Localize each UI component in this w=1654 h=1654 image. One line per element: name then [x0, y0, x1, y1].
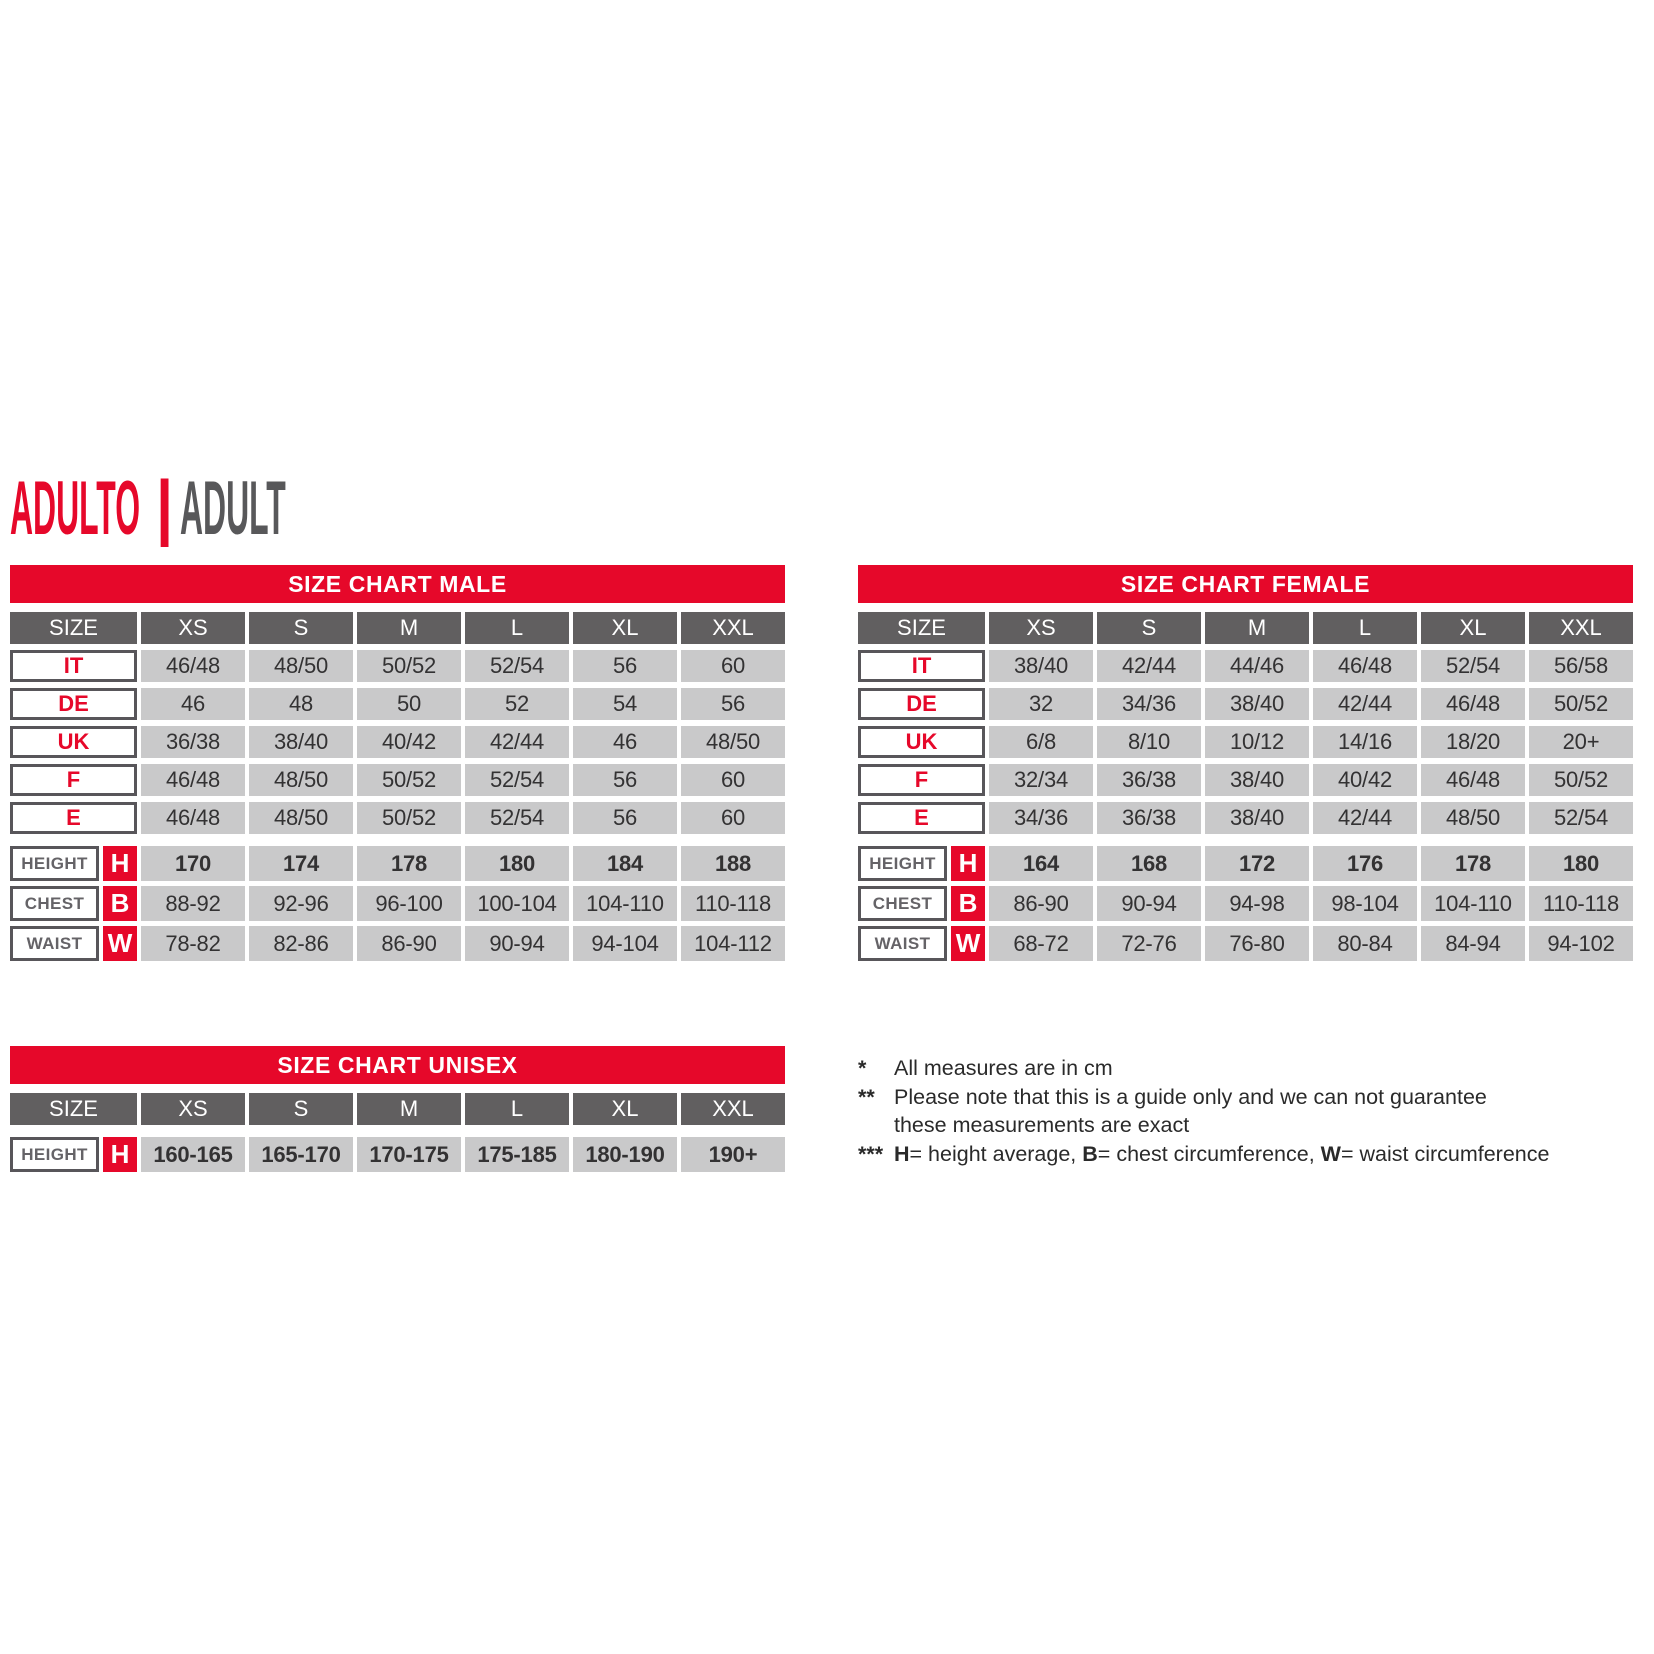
male-cell-de-l: 52: [465, 688, 569, 720]
male-cell-chest-l: 100-104: [465, 886, 569, 921]
male-cell-height-xxl: 188: [681, 846, 785, 881]
size-chart-unisex-table: [10, 1046, 785, 1177]
male-row-f: [10, 764, 785, 796]
female-cell-e-m: 38/40: [1205, 802, 1309, 834]
female-cell-de-xl: 46/48: [1421, 688, 1525, 720]
female-measure-label-height: [858, 846, 947, 881]
female-cell-height-l: 176: [1313, 846, 1417, 881]
female-column-header-xs: XS: [989, 612, 1093, 644]
female-row-de: [858, 688, 1633, 720]
footnote-marker: ***: [858, 1142, 884, 1166]
male-cell-it-s: 48/50: [249, 650, 353, 682]
male-row-chest: [10, 886, 785, 921]
female-cell-waist-m: 76-80: [1205, 926, 1309, 961]
male-row-waist: [10, 926, 785, 961]
male-measure-letter-w: W: [103, 926, 137, 961]
female-row-height: [858, 846, 1633, 881]
legend-w-text: = waist circumference: [1340, 1142, 1550, 1166]
female-cell-uk-xl: 18/20: [1421, 726, 1525, 758]
female-cell-f-m: 38/40: [1205, 764, 1309, 796]
male-cell-e-l: 52/54: [465, 802, 569, 834]
female-row-label-text-de: DE: [906, 691, 937, 716]
female-cell-e-s: 36/38: [1097, 802, 1201, 834]
male-measure-label-height: [10, 846, 99, 881]
female-cell-chest-m: 94-98: [1205, 886, 1309, 921]
male-row-label-it: [10, 650, 137, 682]
female-cell-uk-xxl: 20+: [1529, 726, 1633, 758]
male-cell-e-xl: 56: [573, 802, 677, 834]
male-row-it: [10, 650, 785, 682]
male-row-label-e: [10, 802, 137, 834]
female-cell-waist-xxl: 94-102: [1529, 926, 1633, 961]
unisex-measure-letter-h: H: [103, 1137, 137, 1172]
male-cell-waist-l: 90-94: [465, 926, 569, 961]
female-cell-height-m: 172: [1205, 846, 1309, 881]
female-column-header-xxl: XXL: [1529, 612, 1633, 644]
footnote-marker: **: [858, 1085, 875, 1109]
unisex-column-header-m: M: [357, 1093, 461, 1125]
male-cell-height-s: 174: [249, 846, 353, 881]
legend-b-text: = chest circumference,: [1097, 1142, 1321, 1166]
female-cell-e-xxl: 52/54: [1529, 802, 1633, 834]
unisex-measure-label-text-height: HEIGHT: [21, 1144, 88, 1164]
female-cell-f-s: 36/38: [1097, 764, 1201, 796]
female-column-header-m: M: [1205, 612, 1309, 644]
female-cell-f-xxl: 50/52: [1529, 764, 1633, 796]
footnote-text: All measures are in cm: [894, 1056, 1113, 1080]
female-cell-de-l: 42/44: [1313, 688, 1417, 720]
male-row-label-uk: [10, 726, 137, 758]
female-row-label-text-f: F: [914, 767, 929, 792]
female-cell-waist-xs: 68-72: [989, 926, 1093, 961]
unisex-cell-height-xxl: 190+: [681, 1137, 785, 1172]
male-cell-f-xs: 46/48: [141, 764, 245, 796]
female-cell-chest-l: 98-104: [1313, 886, 1417, 921]
male-cell-de-xl: 54: [573, 688, 677, 720]
male-cell-chest-s: 92-96: [249, 886, 353, 921]
male-cell-uk-s: 38/40: [249, 726, 353, 758]
footnote-guide-only: [858, 1083, 1654, 1139]
male-cell-chest-m: 96-100: [357, 886, 461, 921]
male-row-label-text-uk: UK: [57, 729, 90, 754]
male-cell-chest-xs: 88-92: [141, 886, 245, 921]
male-cell-f-s: 48/50: [249, 764, 353, 796]
female-cell-e-xs: 34/36: [989, 802, 1093, 834]
male-row-label-text-it: IT: [63, 653, 84, 678]
title-separator: |: [156, 467, 174, 547]
female-cell-it-xxl: 56/58: [1529, 650, 1633, 682]
male-cell-it-xxl: 60: [681, 650, 785, 682]
female-row-label-text-e: E: [914, 805, 929, 830]
male-measure-label-text-height: HEIGHT: [21, 853, 88, 873]
female-cell-e-l: 42/44: [1313, 802, 1417, 834]
male-cell-height-l: 180: [465, 846, 569, 881]
male-cell-chest-xxl: 110-118: [681, 886, 785, 921]
male-cell-uk-xxl: 48/50: [681, 726, 785, 758]
male-cell-it-l: 52/54: [465, 650, 569, 682]
male-cell-f-xl: 56: [573, 764, 677, 796]
male-cell-it-m: 50/52: [357, 650, 461, 682]
unisex-column-header-row: [10, 1093, 785, 1125]
male-column-header-xxl: XXL: [681, 612, 785, 644]
footnotes: [858, 1054, 1654, 1169]
title-adult: ADULT: [180, 466, 286, 551]
female-row-e: [858, 802, 1633, 834]
female-chart-title-bar: [858, 565, 1633, 603]
male-cell-f-xxl: 60: [681, 764, 785, 796]
female-cell-waist-l: 80-84: [1313, 926, 1417, 961]
female-row-label-de: [858, 688, 985, 720]
female-row-f: [858, 764, 1633, 796]
female-measure-label-waist: [858, 926, 947, 961]
page-title: [0, 466, 1654, 551]
male-row-height: [10, 846, 785, 881]
male-cell-waist-m: 86-90: [357, 926, 461, 961]
female-measure-letter-b: B: [951, 886, 985, 921]
female-cell-it-xs: 38/40: [989, 650, 1093, 682]
female-row-uk: [858, 726, 1633, 758]
male-cell-de-m: 50: [357, 688, 461, 720]
female-cell-de-s: 34/36: [1097, 688, 1201, 720]
male-cell-de-xxl: 56: [681, 688, 785, 720]
female-cell-it-s: 42/44: [1097, 650, 1201, 682]
male-measure-label-text-chest: CHEST: [24, 893, 85, 913]
male-measure-label-text-waist: WAIST: [26, 933, 83, 953]
female-row-label-e: [858, 802, 985, 834]
unisex-cell-height-xs: 160-165: [141, 1137, 245, 1172]
female-cell-f-xs: 32/34: [989, 764, 1093, 796]
male-column-header-xl: XL: [573, 612, 677, 644]
female-column-header-xl: XL: [1421, 612, 1525, 644]
female-cell-it-l: 46/48: [1313, 650, 1417, 682]
female-row-chest: [858, 886, 1633, 921]
male-cell-uk-l: 42/44: [465, 726, 569, 758]
female-cell-waist-xl: 84-94: [1421, 926, 1525, 961]
size-chart-male-table: [10, 565, 785, 966]
male-measure-letter-b: B: [103, 886, 137, 921]
female-column-header-row: [858, 612, 1633, 644]
male-cell-f-l: 52/54: [465, 764, 569, 796]
unisex-column-header-xxl: XXL: [681, 1093, 785, 1125]
female-cell-de-xs: 32: [989, 688, 1093, 720]
unisex-cell-height-s: 165-170: [249, 1137, 353, 1172]
male-cell-e-xxl: 60: [681, 802, 785, 834]
female-cell-uk-s: 8/10: [1097, 726, 1201, 758]
unisex-cell-height-l: 175-185: [465, 1137, 569, 1172]
male-cell-uk-m: 40/42: [357, 726, 461, 758]
male-column-header-l: L: [465, 612, 569, 644]
male-measure-label-chest: [10, 886, 99, 921]
female-row-waist: [858, 926, 1633, 961]
unisex-chart-title: SIZE CHART UNISEX: [277, 1051, 518, 1078]
male-row-de: [10, 688, 785, 720]
unisex-chart-title-bar: [10, 1046, 785, 1084]
male-chart-title-bar: [10, 565, 785, 603]
male-cell-waist-xs: 78-82: [141, 926, 245, 961]
female-cell-de-m: 38/40: [1205, 688, 1309, 720]
female-cell-it-m: 44/46: [1205, 650, 1309, 682]
legend-h-text: = height average,: [909, 1142, 1083, 1166]
footnote-marker: *: [858, 1056, 867, 1080]
male-measure-letter-h: H: [103, 846, 137, 881]
female-cell-height-s: 168: [1097, 846, 1201, 881]
male-cell-waist-xl: 94-104: [573, 926, 677, 961]
female-row-label-text-uk: UK: [905, 729, 938, 754]
female-measure-letter-w: W: [951, 926, 985, 961]
male-cell-uk-xl: 46: [573, 726, 677, 758]
female-chart-title: SIZE CHART FEMALE: [1120, 570, 1371, 597]
female-cell-height-xl: 178: [1421, 846, 1525, 881]
female-cell-chest-xxl: 110-118: [1529, 886, 1633, 921]
size-chart-female-table: [858, 565, 1633, 966]
unisex-cell-height-xl: 180-190: [573, 1137, 677, 1172]
male-column-header-row: [10, 612, 785, 644]
male-cell-de-s: 48: [249, 688, 353, 720]
legend-h: H: [894, 1142, 910, 1166]
male-row-label-text-e: E: [66, 805, 81, 830]
unisex-measure-label-height: [10, 1137, 99, 1172]
female-measure-label-chest: [858, 886, 947, 921]
title-adulto: ADULTO: [10, 466, 141, 551]
female-measure-label-text-waist: WAIST: [874, 933, 931, 953]
male-row-label-f: [10, 764, 137, 796]
unisex-column-header-l: L: [465, 1093, 569, 1125]
female-measure-letter-h: H: [951, 846, 985, 881]
female-cell-chest-s: 90-94: [1097, 886, 1201, 921]
male-row-e: [10, 802, 785, 834]
female-cell-waist-s: 72-76: [1097, 926, 1201, 961]
male-cell-waist-xxl: 104-112: [681, 926, 785, 961]
male-cell-de-xs: 46: [141, 688, 245, 720]
male-column-header-s: S: [249, 612, 353, 644]
female-cell-uk-l: 14/16: [1313, 726, 1417, 758]
male-cell-height-m: 178: [357, 846, 461, 881]
male-cell-e-xs: 46/48: [141, 802, 245, 834]
female-cell-uk-m: 10/12: [1205, 726, 1309, 758]
male-cell-f-m: 50/52: [357, 764, 461, 796]
female-size-column-header: SIZE: [858, 612, 985, 644]
female-column-header-l: L: [1313, 612, 1417, 644]
legend-w: W: [1320, 1142, 1341, 1166]
male-cell-e-s: 48/50: [249, 802, 353, 834]
male-cell-it-xs: 46/48: [141, 650, 245, 682]
footnote-text: Please note that this is a guide only and we can not guarantee these measurements are exact: [894, 1085, 1487, 1137]
female-cell-uk-xs: 6/8: [989, 726, 1093, 758]
unisex-cell-height-m: 170-175: [357, 1137, 461, 1172]
legend-b: B: [1082, 1142, 1098, 1166]
male-row-uk: [10, 726, 785, 758]
unisex-column-header-xs: XS: [141, 1093, 245, 1125]
male-cell-it-xl: 56: [573, 650, 677, 682]
unisex-column-header-s: S: [249, 1093, 353, 1125]
unisex-column-header-xl: XL: [573, 1093, 677, 1125]
male-row-label-de: [10, 688, 137, 720]
male-column-header-m: M: [357, 612, 461, 644]
female-row-label-text-it: IT: [911, 653, 932, 678]
female-cell-it-xl: 52/54: [1421, 650, 1525, 682]
male-size-column-header: SIZE: [10, 612, 137, 644]
female-row-label-f: [858, 764, 985, 796]
male-chart-title: SIZE CHART MALE: [288, 570, 507, 597]
male-cell-e-m: 50/52: [357, 802, 461, 834]
male-row-label-text-f: F: [66, 767, 81, 792]
male-row-label-text-de: DE: [58, 691, 89, 716]
female-column-header-s: S: [1097, 612, 1201, 644]
unisex-size-column-header: SIZE: [10, 1093, 137, 1125]
male-measure-label-waist: [10, 926, 99, 961]
male-cell-uk-xs: 36/38: [141, 726, 245, 758]
female-cell-chest-xl: 104-110: [1421, 886, 1525, 921]
unisex-row-height: [10, 1137, 785, 1172]
female-cell-de-xxl: 50/52: [1529, 688, 1633, 720]
male-cell-height-xs: 170: [141, 846, 245, 881]
female-row-label-uk: [858, 726, 985, 758]
female-cell-f-l: 40/42: [1313, 764, 1417, 796]
male-cell-chest-xl: 104-110: [573, 886, 677, 921]
male-column-header-xs: XS: [141, 612, 245, 644]
female-measure-label-text-chest: CHEST: [872, 893, 933, 913]
male-cell-height-xl: 184: [573, 846, 677, 881]
female-measure-label-text-height: HEIGHT: [869, 853, 936, 873]
footnote-legend: [858, 1140, 1654, 1168]
female-cell-chest-xs: 86-90: [989, 886, 1093, 921]
female-row-it: [858, 650, 1633, 682]
female-cell-f-xl: 46/48: [1421, 764, 1525, 796]
female-cell-e-xl: 48/50: [1421, 802, 1525, 834]
footnote-measures-cm: [858, 1054, 1654, 1082]
female-cell-height-xxl: 180: [1529, 846, 1633, 881]
female-row-label-it: [858, 650, 985, 682]
footnote-text: [894, 1140, 1654, 1168]
female-cell-height-xs: 164: [989, 846, 1093, 881]
male-cell-waist-s: 82-86: [249, 926, 353, 961]
